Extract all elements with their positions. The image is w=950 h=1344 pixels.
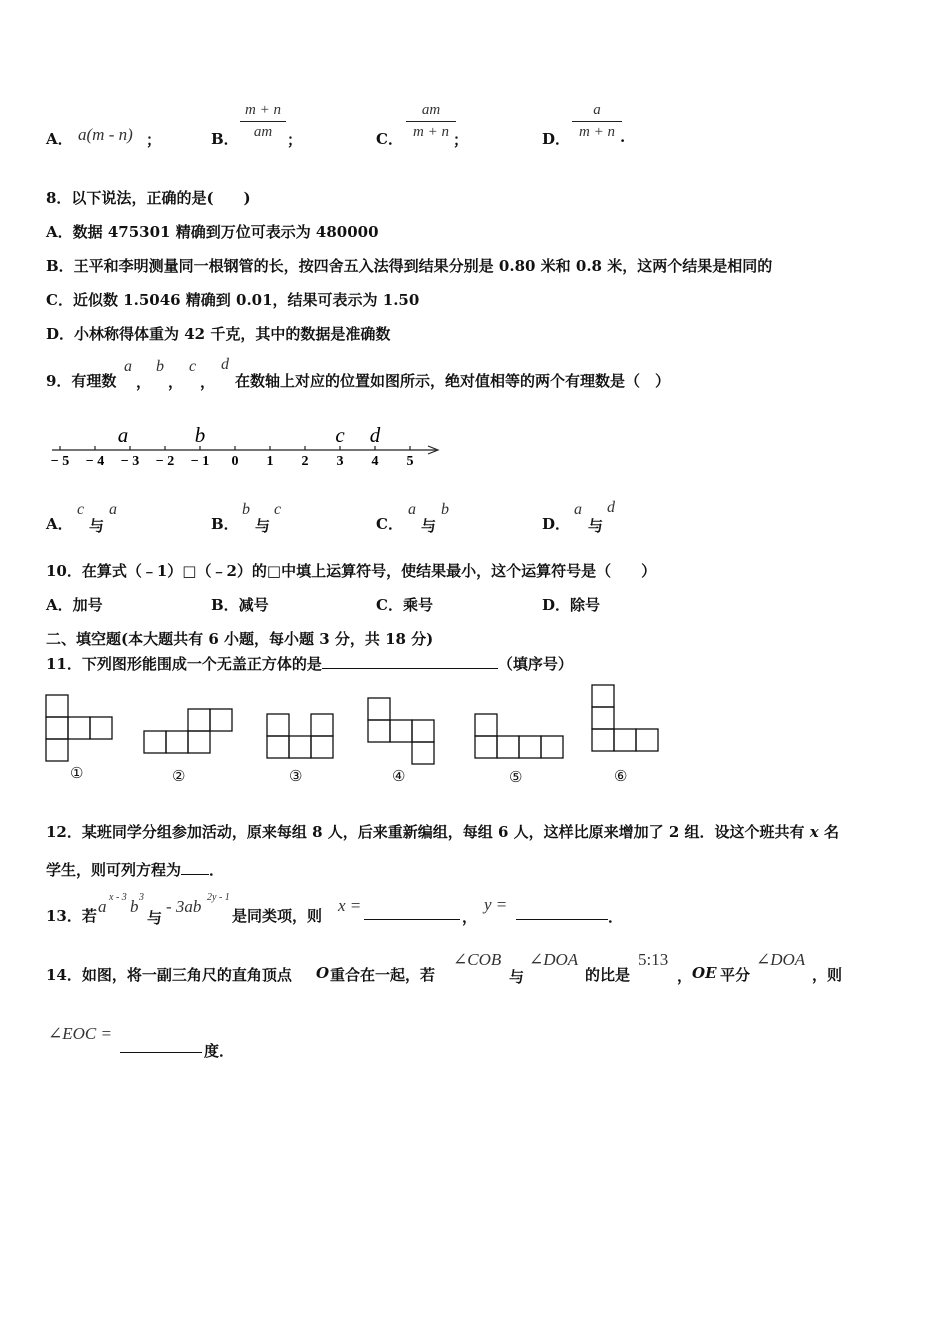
q7-c-denominator: m + n — [413, 124, 449, 140]
q9-option-d-and: 与 — [588, 517, 604, 535]
q10-stem: 10．在算式（﹣1）□（﹣2）的□中填上运算符号，使结果最小，这个运算符号是（ ） — [46, 562, 657, 580]
q14-oe: OE — [692, 964, 717, 982]
q7-option-a-sep: ； — [146, 131, 162, 149]
cube-net-3 — [267, 714, 333, 758]
q7-option-d-fraction — [572, 102, 622, 141]
number-line-point-a: a — [117, 423, 129, 447]
cube-net-4 — [368, 698, 434, 764]
q9-comma-1: ， — [136, 373, 152, 391]
q13-y-blank — [516, 905, 608, 920]
q7-d-denominator: m + n — [579, 124, 615, 140]
q9-option-c-label: C． — [376, 515, 403, 533]
q9-option-d-y: d — [607, 499, 615, 516]
q7-option-d-label: D． — [542, 130, 571, 148]
q14-unit: 度． — [204, 1042, 235, 1060]
q13-x-blank — [364, 905, 460, 920]
number-line-tick-label: 3 — [336, 454, 344, 469]
q11-label-4: ④ — [392, 767, 406, 785]
number-line-points — [118, 423, 381, 447]
q9-option-a-y: a — [109, 501, 117, 518]
q11-stem — [46, 653, 573, 674]
q14-bisect: 平分 — [720, 966, 751, 984]
q9-option-b-label: B． — [211, 515, 239, 533]
q13-end: ． — [608, 908, 624, 926]
q12-line-2-end: ． — [209, 861, 225, 879]
q8-option-a: A．数据 475301 精确到万位可表示为 480000 — [46, 223, 379, 241]
q9-option-a-x: c — [77, 501, 85, 518]
cube-net-6 — [592, 685, 658, 751]
q9-option-a-and: 与 — [89, 517, 105, 535]
number-line-tick-label: 0 — [231, 454, 239, 469]
q13-term1-base: a — [98, 897, 107, 916]
q8-option-d: D．小林称得体重为 42 千克，其中的数据是准确数 — [46, 325, 391, 343]
number-line-point-c: c — [335, 423, 345, 447]
q9-comma-3: ， — [200, 373, 216, 391]
q9-number-line — [44, 416, 444, 472]
q7-option-c-label: C． — [376, 130, 403, 148]
number-line-tick-label: − 5 — [50, 454, 70, 469]
q13-prefix: 13．若 — [46, 907, 97, 925]
q12-answer-blank — [181, 860, 209, 875]
q7-b-denominator: am — [253, 124, 273, 140]
q12-line-1-end: 名 — [823, 823, 839, 841]
q11-stem-text: 11．下列图形能围成一个无盖正方体的是 — [46, 655, 322, 673]
q13-term1-exp: x - 3 — [109, 892, 127, 903]
q9-option-b-and: 与 — [255, 517, 271, 535]
q13-and: 与 — [147, 909, 163, 927]
cube-net-5 — [475, 714, 563, 758]
q7-option-b-fraction — [240, 102, 286, 141]
q13-term2: - 3ab — [166, 897, 202, 916]
q9-comma-2: ， — [168, 373, 184, 391]
q10-option-b: B．减号 — [211, 596, 269, 614]
q10-option-d: D．除号 — [542, 596, 601, 614]
q11-label-2: ② — [172, 767, 186, 785]
q7-option-a-label: A． — [46, 130, 73, 148]
q12-line-1 — [46, 821, 839, 842]
q9-var-b: b — [156, 358, 164, 375]
q7-option-d-sep: . — [620, 128, 626, 146]
q9-var-d: d — [221, 356, 229, 373]
q13-term1-bexp: 3 — [139, 892, 144, 903]
q14-angle-doa: ∠DOA — [529, 950, 579, 969]
cube-net-2 — [144, 709, 232, 753]
q9-option-d-x: a — [574, 501, 582, 518]
number-line-tick-label: − 1 — [190, 454, 210, 469]
q9-var-a: a — [124, 358, 132, 375]
cube-net-1 — [46, 695, 112, 761]
q11-suffix: （填序号） — [497, 655, 573, 673]
q7-option-b-sep: ； — [287, 131, 303, 149]
q8-option-c: C．近似数 1.5046 精确到 0.01，结果可表示为 1.50 — [46, 291, 420, 309]
number-line-tick-label: 2 — [301, 454, 309, 469]
q14-end1: ，则 — [812, 966, 843, 984]
number-line-point-b: b — [194, 423, 206, 447]
q13-term2-exp: 2y - 1 — [207, 892, 230, 903]
q10-option-a: A．加号 — [46, 596, 103, 614]
q7-d-numerator: a — [593, 102, 601, 118]
q7-b-numerator: m + n — [245, 102, 281, 118]
q9-option-d-label: D． — [542, 515, 571, 533]
q13-x-eq: x = — [338, 896, 362, 915]
q14-prefix: 14．如图，将一副三角尺的直角顶点 — [46, 966, 292, 984]
q12-var-x: x — [809, 823, 819, 841]
q8-stem: 8．以下说法，正确的是( ) — [46, 189, 251, 207]
q7-option-a-expr: a(m - n) — [78, 125, 133, 144]
q7-option-b-label: B． — [211, 130, 239, 148]
q14-answer-angle: ∠EOC = — [48, 1024, 112, 1043]
number-line-tick-label: − 2 — [155, 454, 175, 469]
q13-y-eq: y = — [484, 895, 508, 914]
q7-option-c-sep: ； — [453, 131, 469, 149]
number-line-tick-label: 1 — [266, 454, 274, 469]
q9-option-c-x: a — [408, 501, 416, 518]
q14-mid2: 的比是 — [585, 966, 631, 984]
number-line-tick-label: 4 — [371, 454, 379, 469]
q13-comma: ， — [462, 908, 478, 926]
q7-option-c-fraction — [406, 102, 456, 141]
q9-stem-suffix: 在数轴上对应的位置如图所示，绝对值相等的两个有理数是（ ） — [235, 372, 671, 390]
q8-option-b: B．王平和李明测量同一根钢管的长，按四舍五入法得到结果分别是 0.80 米和 0.8 米，这两个结果是相同的 — [46, 257, 773, 275]
q11-label-5: ⑤ — [509, 768, 523, 786]
q13-term1-b: b — [130, 897, 139, 916]
section-2-heading: 二、填空题(本大题共有 6 小题，每小题 3 分，共 18 分) — [46, 630, 434, 648]
q9-option-b-x: b — [242, 501, 250, 518]
q14-angle-cob: ∠COB — [453, 950, 502, 969]
q14-comma: ， — [677, 967, 693, 985]
q12-text: 12．某班同学分组参加活动，原来每组 8 人，后来重新编组，每组 6 人，这样比原来增加了 2 组．设这个班共有 — [46, 823, 805, 841]
q14-mid1: 重合在一起，若 — [330, 966, 436, 984]
q9-option-c-y: b — [441, 501, 449, 518]
number-line-tick-label: − 3 — [120, 454, 140, 469]
q11-label-3: ③ — [289, 767, 303, 785]
number-line-tick-label: − 4 — [85, 454, 105, 469]
q9-option-a-label: A． — [46, 515, 73, 533]
q14-point-o: O — [316, 964, 330, 982]
q13-middle: 是同类项，则 — [232, 907, 323, 925]
q14-angle-doa-2: ∠DOA — [756, 950, 806, 969]
q7-c-numerator: am — [421, 102, 441, 118]
number-line-tick-label: 5 — [406, 454, 414, 469]
q9-var-c: c — [189, 358, 197, 375]
q9-option-b-y: c — [274, 501, 282, 518]
q11-label-6: ⑥ — [614, 767, 628, 785]
q10-option-c: C．乘号 — [376, 596, 433, 614]
q9-stem-prefix: 9．有理数 — [46, 372, 117, 390]
q9-option-c-and: 与 — [421, 517, 437, 535]
q11-answer-blank — [322, 654, 498, 669]
q11-cube-nets — [40, 680, 680, 790]
q14-answer-blank — [120, 1038, 202, 1053]
q14-and: 与 — [509, 968, 525, 986]
q12-line-2 — [46, 859, 224, 880]
q11-label-1: ① — [70, 764, 84, 782]
q12-line-2-text: 学生，则可列方程为 — [46, 861, 182, 879]
q14-ratio: 5:13 — [638, 950, 669, 969]
number-line-point-d: d — [369, 423, 381, 447]
